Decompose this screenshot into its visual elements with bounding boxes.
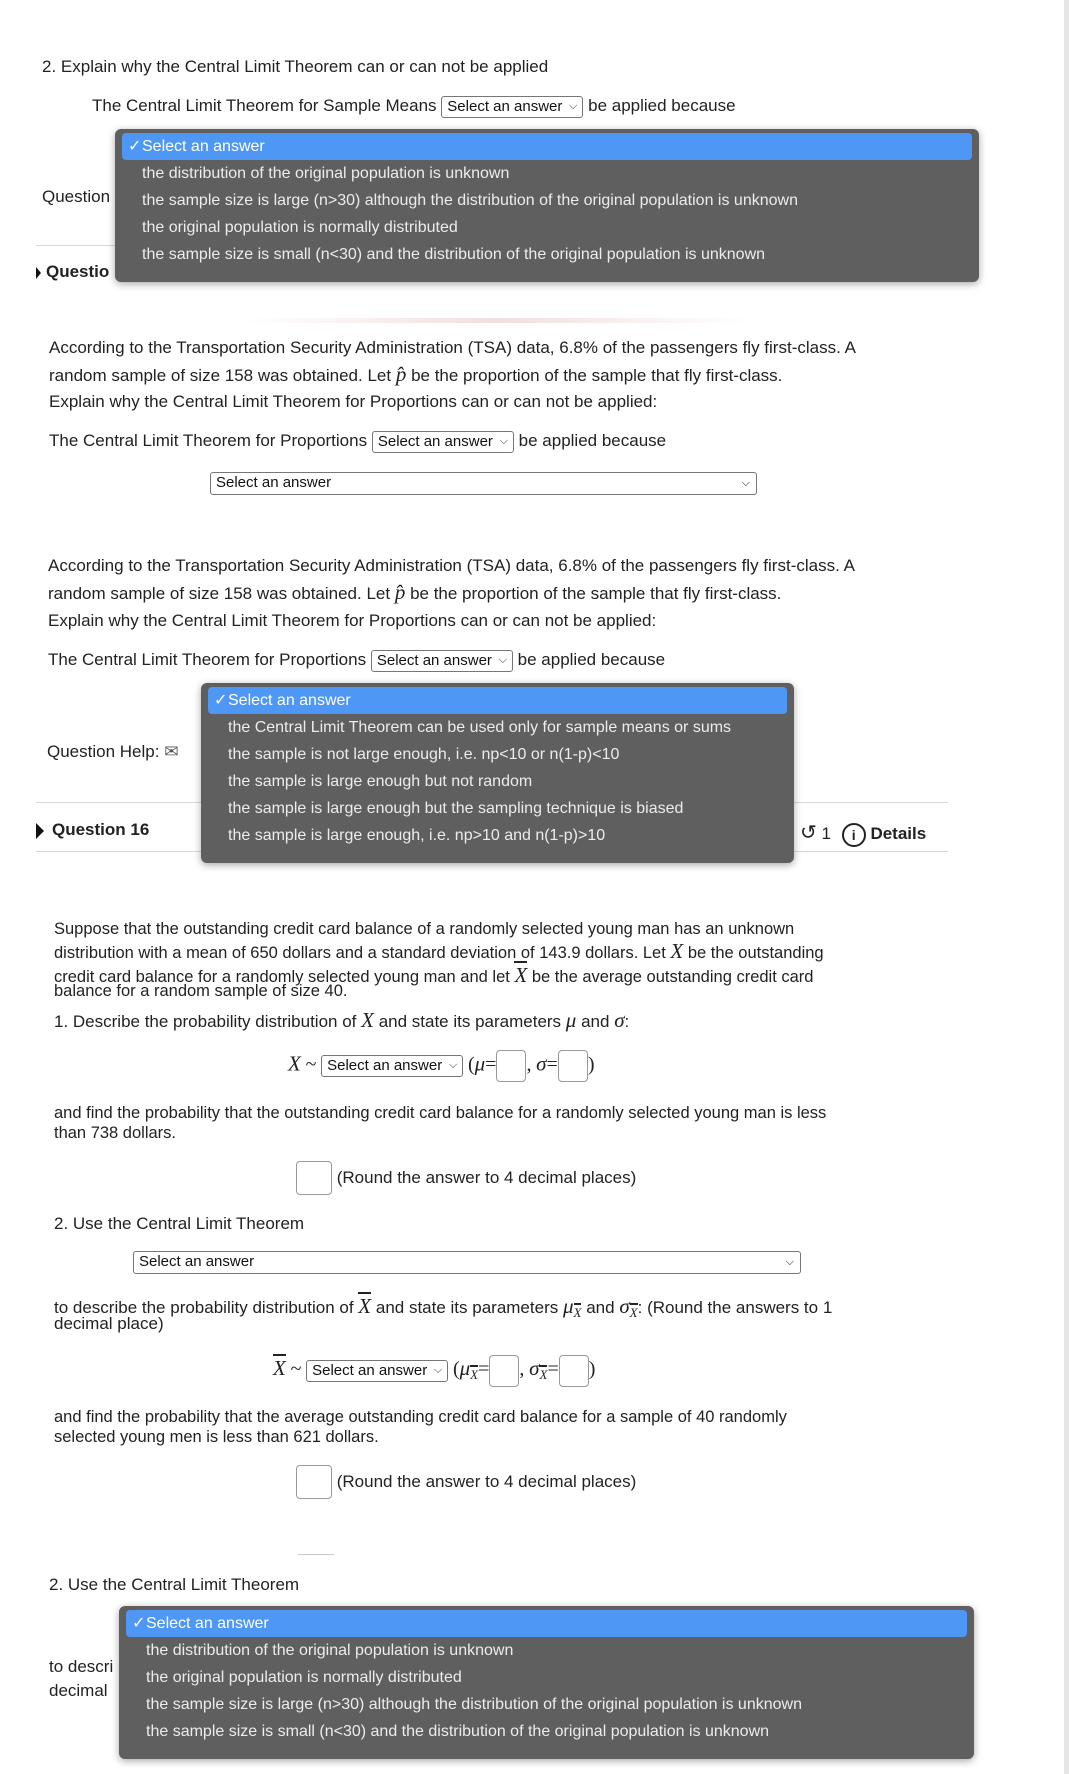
clt-reason-dropdown[interactable] bbox=[119, 1606, 974, 1759]
mu-input[interactable] bbox=[496, 1050, 526, 1082]
chevron-down-icon: ⌵ bbox=[785, 1256, 794, 1268]
faded-strip bbox=[245, 318, 750, 323]
use-clt-1: 2. Use the Central Limit Theorem bbox=[54, 1214, 305, 1233]
prob1-input[interactable] bbox=[296, 1161, 332, 1195]
dropdown-option[interactable]: the sample is not large enough, i.e. np<10 or n(1-p)<10 bbox=[228, 746, 620, 763]
checkmark-icon: ✓ bbox=[132, 1615, 146, 1632]
collapse-icon[interactable] bbox=[36, 823, 44, 839]
sigma-input[interactable] bbox=[558, 1050, 588, 1082]
xbar-distribution-row: X ~ Select an answer ⌵ ($\mu_X=$ , $\sigma_X=$ ) bbox=[273, 1354, 595, 1387]
question-label-cut: Question bbox=[42, 187, 111, 206]
find-prob-2b: selected young men is less than 621 dollars. bbox=[54, 1428, 379, 1446]
dropdown-option[interactable]: the sample size is large (n>30) although the distribution of the original population is unknown bbox=[146, 1696, 802, 1713]
find-prob-1a: and find the probability that the outstanding credit card balance for a randomly selected young man is less bbox=[54, 1104, 827, 1122]
question-header-cut: Questio bbox=[36, 262, 109, 282]
decimal-cut: decimal bbox=[49, 1681, 108, 1700]
dropdown-option[interactable]: the Central Limit Theorem can be used only for sample means or sums bbox=[228, 719, 732, 736]
use-clt-2: 2. Use the Central Limit Theorem bbox=[49, 1575, 300, 1594]
describe-x-line: 1. Describe the probability distribution of X and state its parameters μ and σ: bbox=[54, 1008, 630, 1032]
prob1-row: (Round the answer to 4 decimal places) bbox=[296, 1161, 636, 1195]
details-link[interactable]: Details bbox=[870, 824, 927, 843]
question-help: Question Help: ✉ bbox=[47, 742, 179, 761]
dropdown-option[interactable]: the sample size is small (n<30) and the distribution of the original population is unknown bbox=[146, 1723, 770, 1740]
clt-means-prefix: The Central Limit Theorem for Sample Means bbox=[92, 96, 437, 115]
clt-prop-line-b: The Central Limit Theorem for Proportions Select an answer ⌵ be applied because bbox=[48, 650, 665, 672]
tsa-para-1: According to the Transportation Security Administration (TSA) data, 6.8% of the passengers fly first-class. A bbox=[49, 338, 856, 357]
tsa-explain-b: Explain why the Central Limit Theorem for Proportions can or can not be applied: bbox=[48, 611, 657, 630]
dropdown-option[interactable]: the sample size is small (n<30) and the distribution of the original population is unknown bbox=[142, 246, 766, 263]
clt-prop-select[interactable]: Select an answer ⌵ bbox=[372, 431, 514, 453]
clt-prop-line: The Central Limit Theorem for Proportions Select an answer ⌵ be applied because bbox=[49, 431, 666, 453]
info-icon[interactable]: i bbox=[842, 823, 866, 847]
credit-p1: Suppose that the outstanding credit card balance of a randomly selected young man has an unknown bbox=[54, 920, 795, 938]
dropdown-option[interactable]: the sample is large enough, i.e. np>10 and n(1-p)>10 bbox=[228, 827, 606, 844]
be-applied-label: be applied because bbox=[588, 96, 736, 115]
clt-heading-1: 2. Explain why the Central Limit Theorem can or can not be applied bbox=[42, 57, 549, 76]
collapse-icon[interactable] bbox=[36, 267, 41, 279]
describe-xbar-line: to describe the probability distribution of X and state its parameters $\mu_X$ and $\sigma_X$: (Round the answers to 1 bbox=[54, 1294, 833, 1321]
dropdown-option[interactable]: the sample size is large (n>30) although the distribution of the original population is unknown bbox=[142, 192, 798, 209]
dropdown-option[interactable]: ✓Select an answer bbox=[122, 133, 972, 160]
p-hat-2: p̂ bbox=[394, 580, 406, 604]
chevron-down-icon: ⌵ bbox=[741, 477, 750, 489]
find-prob-2a: and find the probability that the average outstanding credit card balance for a sample of 40 randomly bbox=[54, 1408, 787, 1426]
to-describe-cut: to descri bbox=[49, 1657, 114, 1676]
mail-icon[interactable]: ✉ bbox=[164, 742, 179, 761]
sigma-xbar-input[interactable] bbox=[559, 1355, 589, 1387]
prob2-input[interactable] bbox=[296, 1465, 332, 1499]
question-16-header[interactable]: Question 16 bbox=[36, 820, 149, 840]
tsa-para-2b: random sample of size 158 was obtained. Let p̂ be the proportion of the sample that fly first-class. bbox=[48, 580, 782, 604]
chevron-down-icon: ⌵ bbox=[499, 435, 508, 447]
prob2-row: (Round the answer to 4 decimal places) bbox=[296, 1465, 636, 1499]
retry-icon[interactable]: ↺ bbox=[800, 822, 817, 844]
dropdown-option[interactable]: the original population is normally distributed bbox=[142, 219, 458, 236]
decimal-place: decimal place) bbox=[54, 1314, 164, 1333]
tsa-para-2: random sample of size 158 was obtained. Let p̂ be the proportion of the sample that fly first-class. bbox=[49, 362, 783, 386]
mu-xbar-input[interactable] bbox=[489, 1355, 519, 1387]
tsa-explain: Explain why the Central Limit Theorem for Proportions can or can not be applied: bbox=[49, 392, 658, 411]
clt-prop-select-b[interactable]: Select an answer ⌵ bbox=[371, 650, 513, 672]
dropdown-option[interactable]: ✓Select an answer bbox=[126, 1610, 967, 1637]
faded-line bbox=[298, 1554, 334, 1555]
clt-means-line bbox=[92, 96, 736, 118]
clt-prop-reason-select[interactable]: Select an answer ⌵ bbox=[210, 472, 757, 495]
chevron-down-icon: ⌵ bbox=[448, 1059, 458, 1072]
tsa-para-1b: According to the Transportation Security Administration (TSA) data, 6.8% of the passengers fly first-class. A bbox=[48, 556, 855, 575]
find-prob-1b: than 738 dollars. bbox=[54, 1124, 177, 1142]
credit-p3: credit card balance for a randomly selected young man and let X be the average outstanding credit card bbox=[54, 963, 814, 987]
chevron-down-icon: ⌵ bbox=[433, 1364, 443, 1376]
clt-prop-dropdown[interactable] bbox=[201, 683, 794, 863]
checkmark-icon: ✓ bbox=[214, 692, 228, 709]
clt-reason-select[interactable]: Select an answer ⌵ bbox=[133, 1251, 801, 1274]
scrollbar[interactable] bbox=[1064, 0, 1069, 1774]
chevron-down-icon: ⌵ bbox=[569, 100, 578, 112]
dropdown-option[interactable]: the sample is large enough but the sampling technique is biased bbox=[228, 800, 684, 817]
dropdown-option[interactable]: the original population is normally distributed bbox=[146, 1669, 462, 1686]
dropdown-option[interactable]: the distribution of the original population is unknown bbox=[146, 1642, 514, 1659]
checkmark-icon: ✓ bbox=[128, 138, 142, 155]
dropdown-option[interactable]: the distribution of the original population is unknown bbox=[142, 165, 510, 182]
clt-means-dropdown[interactable] bbox=[115, 129, 979, 282]
clt-means-select[interactable]: Select an answer ⌵ bbox=[441, 96, 583, 118]
credit-p2: distribution with a mean of 650 dollars and a standard deviation of 143.9 dollars. Let X be the outstanding bbox=[54, 939, 824, 963]
dropdown-option[interactable]: ✓Select an answer bbox=[208, 687, 787, 714]
p-hat: p̂ bbox=[395, 362, 407, 386]
retry-count: 1 bbox=[821, 824, 831, 843]
question-16-meta bbox=[800, 820, 926, 847]
xbar-dist-select[interactable]: Select an answer ⌵ bbox=[306, 1360, 448, 1382]
chevron-down-icon: ⌵ bbox=[498, 654, 507, 666]
dropdown-option[interactable]: the sample is large enough but not random bbox=[228, 773, 533, 790]
x-dist-select[interactable]: Select an answer ⌵ bbox=[321, 1055, 463, 1077]
credit-p4: balance for a random sample of size 40. bbox=[54, 982, 348, 1000]
x-distribution-row: X ~ Select an answer ⌵ (μ= , σ= ) bbox=[288, 1050, 594, 1082]
